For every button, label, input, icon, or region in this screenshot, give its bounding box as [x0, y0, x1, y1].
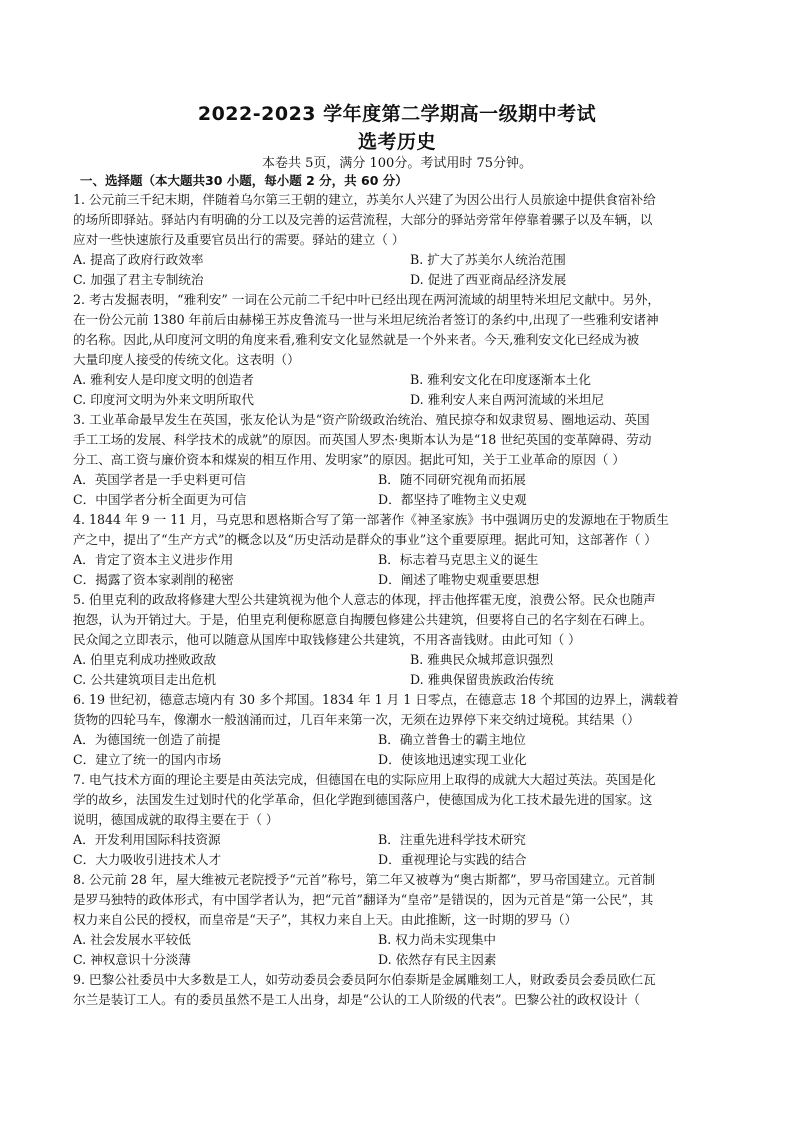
- question-2-line-1: 2. 考古发掘表明，“雅利安” 一词在公元前二千纪中叶已经出现在两河流域的胡里特米坦尼文献中。另外，: [73, 292, 661, 307]
- question-4-option-a: A．肯定了资本主义进步作用: [73, 552, 234, 567]
- question-3-option-c: C．中国学者分析全面更为可信: [73, 492, 247, 507]
- question-1-option-d: D. 促进了西亚商品经济发展: [410, 272, 567, 287]
- question-5-line-3: 民众闻之立即表示，他可以随意从国库中取钱修建公共建筑，不用吝啬钱财。由此可知（ ）: [73, 632, 581, 647]
- question-7-line-2: 学的故乡，法国发生过划时代的化学革命，但化学跑到德国落户，使德国成为化工技术最先进的国家。这: [73, 792, 653, 807]
- question-8-option-c: C. 神权意识十分淡薄: [73, 952, 191, 967]
- question-6-option-c: C．建立了统一的国内市场: [73, 752, 222, 767]
- question-1-option-b: B. 扩大了苏美尔人统治范围: [410, 252, 566, 267]
- exam-subtitle: 选考历史: [357, 131, 436, 153]
- question-4-line-1: 4. 1844 年 9 一 11 月，马克思和恩格斯合写了第一部著作《神圣家族》书中强调历史的发源地在于物质生: [73, 512, 669, 527]
- question-8-line-2: 是罗马独特的政体形式，有中国学者认为，把“元首”翻译为“皇帝”是错误的，因为元首是“第一公民”，其: [73, 892, 654, 907]
- question-2-line-3: 的名称。因此,从印度河文明的角度来看,雅利安文化显然就是一个外来者。今天,雅利安文化已经成为被: [73, 332, 640, 347]
- question-6-line-2: 货物的四轮马车，像潮水一般汹涌而过，几百年来第一次，无须在边界停下来交纳过境税。其结果（）: [73, 712, 640, 727]
- question-1-option-a: A. 提高了政府行政效率: [73, 252, 204, 267]
- question-7-option-c: C．大力吸收引进技术人才: [73, 852, 222, 867]
- question-5-option-b: B. 雅典民众城邦意识强烈: [410, 652, 554, 667]
- question-7-option-a: A．开发利用国际科技资源: [73, 832, 221, 847]
- question-1-option-c: C. 加强了君主专制统治: [73, 272, 204, 287]
- question-3-line-3: 分工、高工资与廉价资本和煤炭的相互作用、发明家”的原因。据此可知，关于工业革命的原因（ ）: [73, 452, 625, 467]
- question-4-option-b: B．标志着马克思主义的诞生: [378, 552, 539, 567]
- question-1-line-3: 应对一些快速旅行及重要官员出行的需要。驿站的建立（ ）: [73, 232, 405, 247]
- question-1-line-2: 的场所即驿站。驿站内有明确的分工以及完善的运营流程，大部分的驿站旁常年停靠着骡子以及车辆，以: [73, 212, 653, 227]
- question-2-option-d: D. 雅利安人来自两河流域的米坦尼: [410, 392, 604, 407]
- question-5-line-2: 抱怨，认为开销过大。于是，伯里克利便称愿意自掏腰包修建公共建筑，但要将自己的名字刻在石碑上。: [73, 612, 653, 627]
- question-2-option-b: B. 雅利安文化在印度逐渐本土化: [410, 372, 591, 387]
- exam-info: 本卷共 5页，满分 100分。考试用时 75分钟。: [261, 156, 533, 171]
- question-8-option-a: A. 社会发展水平较低: [73, 932, 191, 947]
- question-2-option-c: C. 印度河文明为外来文明所取代: [73, 392, 254, 407]
- question-6-line-1: 6. 19 世纪初，德意志境内有 30 多个邦国。1834 年 1 月 1 日零点，在德意志 18 个邦国的边界上，满载着: [73, 692, 679, 707]
- question-5-line-1: 5. 伯里克利的政敌将修建大型公共建筑视为他个人意志的体现，抨击他挥霍无度，浪费公帑。民众也随声: [73, 592, 656, 607]
- question-2-option-a: A. 雅利安人是印度文明的创造者: [73, 372, 254, 387]
- question-6-option-d: D．使该地迅速实现工业化: [378, 752, 527, 767]
- question-8-option-d: D. 依然存有民主因素: [378, 952, 497, 967]
- question-4-line-2: 产之中，提出了“生产方式”的概念以及“历史活动是群众的事业”这个重要原理。据此可知，这部著作（ ）: [73, 532, 657, 547]
- question-3-line-2: 手工工场的发展、科学技术的成就”的原因。而英国人罗杰·奥斯本认为是“18 世纪英国的变革障碍、劳动: [73, 432, 652, 447]
- question-6-option-a: A．为德国统一创造了前提: [73, 732, 221, 747]
- question-5-option-c: C. 公共建筑项目走出危机: [73, 672, 217, 687]
- question-9-line-1: 9. 巴黎公社委员中大多数是工人，如劳动委员会委员阿尔伯泰斯是金属雕刻工人，财政委员会委员欧仁瓦: [73, 972, 656, 987]
- section-heading: 一、选择题（本大题共30 小题，每小题 2 分，共 60 分）: [80, 173, 408, 188]
- question-5-option-a: A. 伯里克利成功挫败政敌: [73, 652, 217, 667]
- question-3-option-b: B．随不同研究视角而拓展: [378, 472, 526, 487]
- exam-title: 2022-2023 学年度第二学期高一级期中考试: [197, 103, 597, 125]
- question-7-option-b: B．注重先进科学技术研究: [378, 832, 526, 847]
- question-8-line-3: 权力来自公民的授权，而皇帝是“天子”，其权力来自上天。由此推断，这一时期的罗马（）: [73, 912, 578, 927]
- question-4-option-d: D．阐述了唯物史观重要思想: [378, 572, 540, 587]
- question-8-option-b: B. 权力尚未实现集中: [378, 932, 497, 947]
- question-4-option-c: C．揭露了资本家剥削的秘密: [73, 572, 234, 587]
- question-7-line-3: 说明，德国成就的取得主要在于（ ）: [73, 812, 279, 827]
- question-7-line-1: 7. 电气技术方面的理论主要是由英法完成，但德国在电的实际应用上取得的成就大大超过英法。英国是化: [73, 772, 656, 787]
- question-3-line-1: 3. 工业革命最早发生在英国，张友伦认为是“资产阶级政治统治、殖民掠夺和奴隶贸易、圈地运动、英国: [73, 412, 650, 427]
- question-9-line-2: 尔兰是装订工人。有的委员虽然不是工人出身，却是“公认的工人阶级的代表”。巴黎公社的政权设计（: [73, 992, 641, 1007]
- question-3-option-a: A．英国学者是一手史料更可信: [73, 472, 246, 487]
- question-6-option-b: B．确立普鲁士的霸主地位: [378, 732, 526, 747]
- question-3-option-d: D．都坚持了唯物主义史观: [378, 492, 527, 507]
- question-5-option-d: D. 雅典保留贵族政治传统: [410, 672, 554, 687]
- question-8-line-1: 8. 公元前 28 年，屋大维被元老院授予“元首”称号，第二年又被尊为“奥古斯都”，罗马帝国建立。元首制: [73, 872, 656, 887]
- question-7-option-d: D．重视理论与实践的结合: [378, 852, 527, 867]
- question-2-line-4: 大量印度人接受的传统文化。这表明（）: [73, 352, 300, 367]
- question-2-line-2: 在一份公元前 1380 年前后由赫梯王苏皮鲁流马一世与米坦尼统治者签订的条约中,出现了一些雅利安诸神: [73, 312, 659, 327]
- question-1-line-1: 1. 公元前三千纪末期，伴随着乌尔第三王朝的建立，苏美尔人兴建了为因公出行人员旅途中提供食宿补给: [73, 192, 656, 207]
